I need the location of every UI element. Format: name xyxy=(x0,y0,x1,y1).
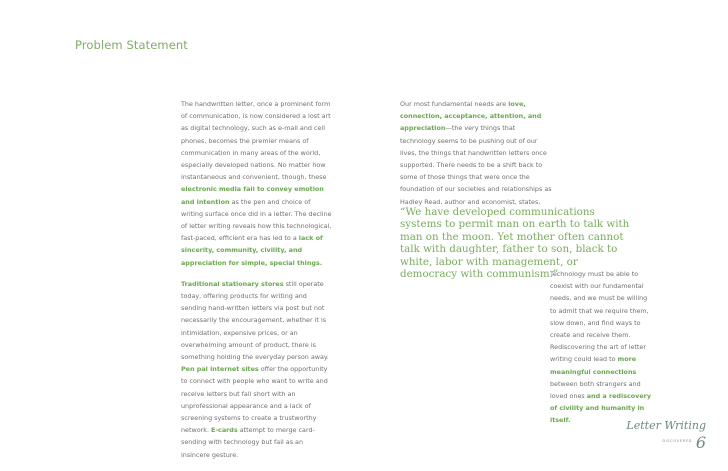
page-number: 6 xyxy=(695,433,706,452)
body-text: Our most fundamental needs are xyxy=(400,100,509,108)
highlighted-text: Traditional stationary stores xyxy=(181,279,284,288)
right-column xyxy=(550,268,654,427)
body-text: Technology must be able to coexist with our fundamental needs, and we must be willing to admit that we require them, slow down, and find ways to create and receive them. Rediscovering the art of letter writing could lead to xyxy=(550,270,649,364)
logo-subtitle: DISCOVERED xyxy=(662,439,692,443)
right-paragraph xyxy=(550,268,654,427)
body-text: —the very things that technology seems to be pushing out of our lives, the things that handwritten letters once supported. There needs to be a shift back to some of those things that were once the foundation of our societies and relationships as Hadley Read, author and economist, states, xyxy=(400,124,552,206)
highlighted-text: E-cards xyxy=(211,426,238,435)
highlighted-text: and a rediscovery of civility and humanity in itself. xyxy=(550,392,651,425)
left-paragraph-2 xyxy=(181,278,333,461)
highlighted-text: Pen pal internet sites xyxy=(181,365,259,374)
body-text: between both strangers and loved ones xyxy=(550,379,641,401)
body-text: The handwritten letter, once a prominent form of communication, is now considered a lost art as digital technology, such as e-mail and cell phones, becomes the premier means of communication in many areas of the world, especially developed nations. No matter how instantaneous and convenient, though, these xyxy=(181,100,331,182)
left-paragraph-1 xyxy=(181,98,333,269)
body-text: still operate today, offering products for writing and sending hand-written letters via post but not necessarily the encouragement, whether it is intimidation, expensive prices, or an overwhelming amount of product, there is something holding the everyday person away. xyxy=(181,279,329,362)
pull-quote: “We have developed communications systems to permit man on earth to talk with man on the moon. Yet mother often cannot talk with daughter, father to son, black to white, labor with management, or democracy with communism.” xyxy=(400,206,630,281)
highlighted-text: love, connection, acceptance, attention, and appreciation xyxy=(400,100,542,133)
highlighted-text: more meaningful connections xyxy=(550,355,637,376)
body-text: attempt to merge card-sending with technology but fail as an insincere gesture. xyxy=(181,426,315,459)
page-title: Problem Statement xyxy=(75,38,188,52)
body-text: as the pen and choice of writing surface once did in a letter. The decline of letter writing reveals how this technological, fast-paced, efficient era has led to a xyxy=(181,197,332,243)
logo-script: Letter Writing xyxy=(626,419,706,432)
brand-logo xyxy=(626,419,706,459)
middle-paragraph xyxy=(400,98,552,208)
left-column xyxy=(181,98,333,461)
highlighted-text: lack of sincerity, community, civility, and appreciation for simple, special things. xyxy=(181,234,323,267)
middle-column xyxy=(400,98,552,208)
highlighted-text: electronic media fail to convey emotion and intention xyxy=(181,185,324,206)
body-text: offer the opportunity to connect with people who want to write and receive letters but fall short with an unprofessional appearance and a lack of screening systems to create a trustworthy network. xyxy=(181,365,328,435)
